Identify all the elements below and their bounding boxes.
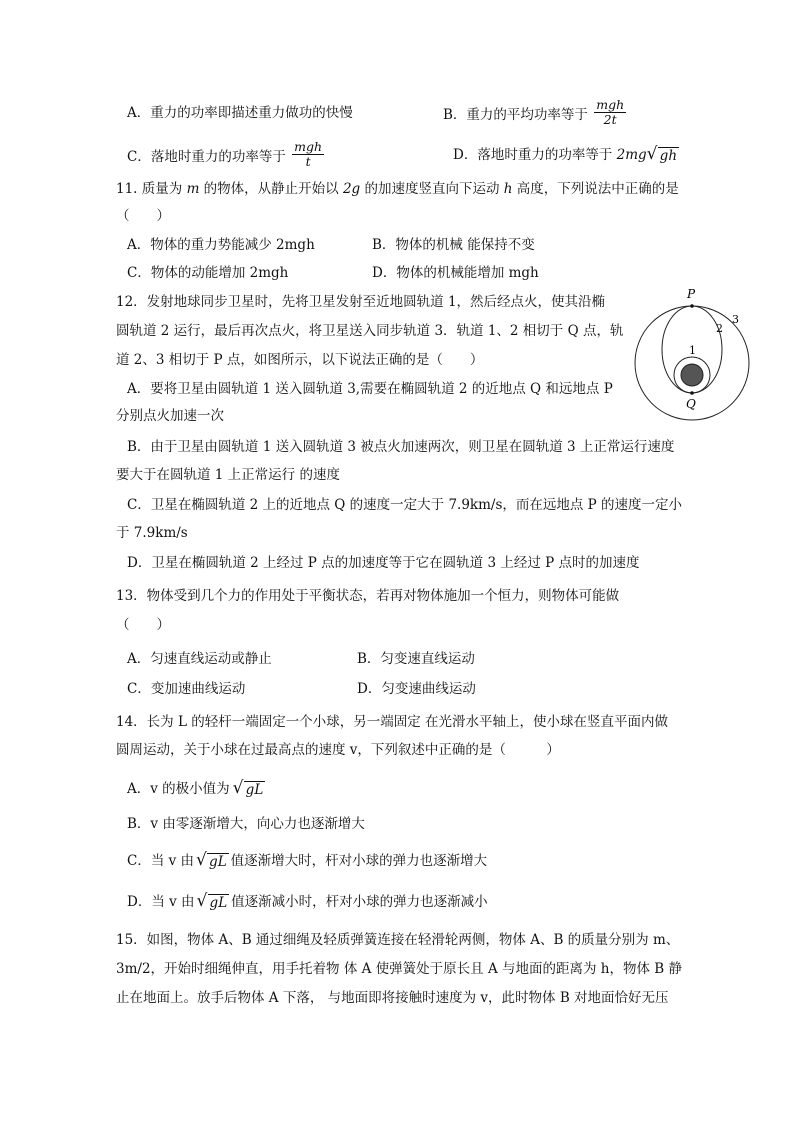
q12-stem-line3: 道 2、3 相切于 P 点，如图所示，以下说法正确的是（ ） <box>116 352 484 368</box>
q11-option-c: C．物体的动能增加 2mgh <box>127 265 289 281</box>
q14-stem-line2: 圆周运动，关于小球在过最高点的速度 v，下列叙述中正确的是（ ） <box>116 742 560 758</box>
q13-option-d: D．匀变速曲线运动 <box>357 681 476 697</box>
q11-stem-var: h <box>503 181 513 197</box>
q10-option-c-fraction <box>292 140 324 169</box>
q14-option-a-text: A．v 的极小值为 <box>127 781 230 797</box>
q13-answer-paren: （ ） <box>116 617 170 633</box>
q11-option-d: D．物体的机械能增加 mgh <box>372 265 539 281</box>
fraction-denominator: t <box>305 154 311 169</box>
sqrt-argument: gL <box>245 781 264 798</box>
q10-option-c <box>127 139 326 169</box>
q10-option-a: A．重力的功率即描述重力做功的快慢 <box>127 105 353 121</box>
label-orbit-2: 2 <box>716 322 723 335</box>
q12-option-b-line1: B．由于卫星由圆轨道 1 送入圆轨道 3 被点火加速两次，则卫星在圆轨道 3 上正常运行速度 <box>127 439 675 455</box>
q10-option-c-text: C．落地时重力的功率等于 <box>127 149 286 165</box>
q11-stem-line1 <box>116 180 679 198</box>
q12-option-d: D．卫星在椭圆轨道 2 上经过 P 点的加速度等于它在圆轨道 3 上经过 P 点时的加速度 <box>127 555 640 571</box>
sqrt-expression <box>646 143 679 165</box>
sqrt-argument: gL <box>209 894 228 911</box>
q11-stem-text: 的物体，从静止开始以 <box>203 181 339 197</box>
q14-option-a <box>127 777 265 799</box>
fraction-numerator: mgh <box>596 97 625 112</box>
orbit-diagram <box>618 282 762 426</box>
fraction-numerator: mgh <box>294 139 323 154</box>
q14-option-c-text: C．当 v 由 <box>127 853 195 869</box>
sqrt-argument: gh <box>659 147 678 164</box>
q11-stem-text: 的加速度竖直向下运动 <box>364 181 500 197</box>
q15-stem-line3: 止在地面上。放手后物体 A 下落， 与地面即将接触时速度为 v，此时物体 B 对地面恰好无压 <box>116 990 669 1006</box>
q14-option-d-text: D．当 v 由 <box>127 894 195 910</box>
label-orbit-1: 1 <box>689 344 696 357</box>
point-q-dot <box>690 391 694 395</box>
sqrt-expression <box>196 849 229 871</box>
label-orbit-3: 3 <box>732 313 739 326</box>
q14-option-d-text: 值逐渐减小时，杆对小球的弹力也逐渐减小 <box>231 894 488 910</box>
q12-option-a-line1: A．要将卫星由圆轨道 1 送入圆轨道 3,需要在椭圆轨道 2 的近地点 Q 和远地点 P <box>127 381 613 397</box>
q13-option-c: C．变加速曲线运动 <box>127 681 246 697</box>
q12-option-b-line2: 要大于在圆轨道 1 上正常运行 的速度 <box>116 467 340 483</box>
earth <box>681 364 703 386</box>
radical-sign: √ <box>196 849 207 870</box>
radical-sign: √ <box>232 777 244 798</box>
label-q: Q <box>686 397 696 411</box>
q12-stem-line2: 圆轨道 2 运行，最后再次点火，将卫星送入同步轨道 3．轨道 1、2 相切于 Q 点，轨 <box>116 323 624 339</box>
q11-stem-text: 11. 质量为 <box>116 181 183 197</box>
sqrt-argument: gL <box>209 853 227 870</box>
fraction-denominator: 2t <box>603 112 617 127</box>
sqrt-expression <box>232 777 266 799</box>
q12-stem-line1: 12．发射地球同步卫星时，先将卫星发射至近地圆轨道 1，然后经点火，使其沿椭 <box>116 294 606 310</box>
q15-stem-line1: 15．如图，物体 A、B 通过细绳及轻质弹簧连接在轻滑轮两侧，物体 A、B 的质量分别为 m、 <box>116 932 680 948</box>
q11-stem-var: m <box>186 181 200 197</box>
q11-stem-var: 2g <box>342 181 361 197</box>
q10-option-d-coef: 2mg <box>616 147 647 163</box>
q15-stem-line2: 3m/2，开始时细绳伸直，用手托着物 体 A 使弹簧处于原长且 A 与地面的距离为 h，物体 B 静 <box>116 961 682 977</box>
q12-option-c-line1: C．卫星在椭圆轨道 2 上的近地点 Q 的速度一定大于 7.9km/s，而在远地点 P 的速度一定小 <box>127 497 683 513</box>
q11-answer-paren: （ ） <box>116 208 170 224</box>
q12-option-c-line2: 于 7.9km/s <box>116 525 188 541</box>
q13-option-a: A．匀速直线运动或静止 <box>127 651 272 667</box>
q10-option-d-text: D．落地时重力的功率等于 <box>453 147 613 163</box>
q12-option-a-line2: 分别点火加速一次 <box>116 408 224 424</box>
q14-option-c <box>127 849 488 871</box>
radical-sign: √ <box>196 890 208 911</box>
q14-option-d <box>127 890 488 912</box>
q10-option-d <box>453 143 679 165</box>
q14-stem-line1: 14．长为 L 的轻杆一端固定一个小球，另一端固定 在光滑水平轴上，使小球在竖直平面内做 <box>116 714 669 730</box>
sqrt-expression <box>196 890 230 912</box>
q11-option-a: A．物体的重力势能减少 2mgh <box>127 237 315 253</box>
q10-option-b-text: B．重力的平均功率等于 <box>443 107 588 123</box>
q11-option-b: B．物体的机械 能保持不变 <box>372 237 535 253</box>
radical-sign: √ <box>646 143 658 164</box>
q13-stem-line1: 13．物体受到几个力的作用处于平衡状态，若再对物体施加一个恒力，则物体可能做 <box>116 588 620 604</box>
q11-stem-text: 高度，下列说法中正确的是 <box>516 181 679 197</box>
q10-option-b-fraction <box>594 98 626 127</box>
label-p: P <box>687 287 696 301</box>
q14-option-c-text: 值逐渐增大时，杆对小球的弹力也逐渐增大 <box>230 853 488 869</box>
q10-option-b <box>443 97 628 127</box>
q13-option-b: B．匀变速直线运动 <box>357 651 475 667</box>
point-p-dot <box>690 304 694 308</box>
q14-option-b: B．v 由零逐渐增大，向心力也逐渐增大 <box>127 816 365 832</box>
